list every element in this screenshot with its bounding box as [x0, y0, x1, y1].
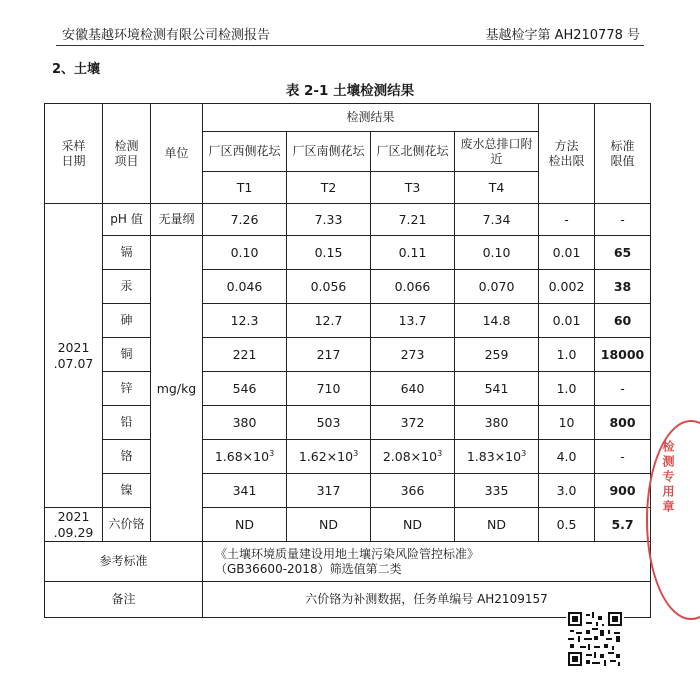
value-cell: 7.34: [455, 204, 539, 236]
table-row: [45, 204, 651, 236]
site-code: T2: [287, 172, 371, 204]
value-cell: 546: [203, 372, 287, 406]
value-cell: 317: [287, 474, 371, 508]
method-limit-cell: 0.01: [539, 236, 595, 270]
value-cell: 640: [371, 372, 455, 406]
method-limit-cell: 0.5: [539, 508, 595, 542]
col-sampling-date: 采样 日期: [45, 104, 103, 204]
site-code: T1: [203, 172, 287, 204]
value-cell: 7.26: [203, 204, 287, 236]
value-cell: 217: [287, 338, 371, 372]
item-cell: 镍: [103, 474, 151, 508]
table-row: [45, 372, 651, 406]
value-cell: 366: [371, 474, 455, 508]
item-cell: 砷: [103, 304, 151, 338]
value-cell: 341: [203, 474, 287, 508]
col-unit: 单位: [151, 104, 203, 204]
site-name: 厂区北侧花坛: [371, 132, 455, 172]
value-cell: 0.15: [287, 236, 371, 270]
method-limit-cell: 4.0: [539, 440, 595, 474]
value-cell: 335: [455, 474, 539, 508]
item-cell: 锌: [103, 372, 151, 406]
value-cell: 13.7: [371, 304, 455, 338]
site-name: 厂区南侧花坛: [287, 132, 371, 172]
value-cell: ND: [455, 508, 539, 542]
value-cell: $1.68\times 10^3$: [203, 440, 287, 474]
value-cell: 7.33: [287, 204, 371, 236]
sampling-date-cell: 2021 .07.07: [45, 204, 103, 508]
method-limit-cell: 1.0: [539, 372, 595, 406]
seal-stamp-text: 检测专用章: [661, 440, 675, 515]
col-item: 检测 项目: [103, 104, 151, 204]
item-cell: 汞: [103, 270, 151, 304]
value-cell: 12.7: [287, 304, 371, 338]
value-cell: 273: [371, 338, 455, 372]
method-limit-cell: -: [539, 204, 595, 236]
value-cell: 0.056: [287, 270, 371, 304]
site-code: T3: [371, 172, 455, 204]
item-cell: 铅: [103, 406, 151, 440]
item-cell: 铬: [103, 440, 151, 474]
remarks-row: [45, 582, 651, 618]
value-cell: 0.11: [371, 236, 455, 270]
reference-row: [45, 542, 651, 582]
value-cell: $1.83\times 10^3$: [455, 440, 539, 474]
value-cell: 541: [455, 372, 539, 406]
site-name: 废水总排口附近: [455, 132, 539, 172]
table-row: [45, 406, 651, 440]
standard-limit-cell: -: [595, 204, 651, 236]
standard-limit-cell: 18000: [595, 338, 651, 372]
standard-limit-cell: 38: [595, 270, 651, 304]
value-cell: 0.10: [455, 236, 539, 270]
value-cell: 0.070: [455, 270, 539, 304]
soil-results-table: [44, 103, 651, 618]
item-cell: 镉: [103, 236, 151, 270]
value-cell: ND: [287, 508, 371, 542]
value-cell: $2.08\times 10^3$: [371, 440, 455, 474]
sampling-date-cell: 2021 .09.29: [45, 508, 103, 542]
value-cell: 0.046: [203, 270, 287, 304]
standard-limit-cell: -: [595, 440, 651, 474]
value-cell: 14.8: [455, 304, 539, 338]
value-cell: 221: [203, 338, 287, 372]
value-cell: 0.10: [203, 236, 287, 270]
table-row: [45, 236, 651, 270]
standard-limit-cell: 65: [595, 236, 651, 270]
report-number: 基越检字第 AH210778 号: [485, 28, 640, 43]
value-cell: 12.3: [203, 304, 287, 338]
report-company-title: 安徽基越环境检测有限公司检测报告: [62, 28, 271, 43]
standard-limit-cell: 800: [595, 406, 651, 440]
table-row: [45, 440, 651, 474]
col-method-limit: 方法 检出限: [539, 104, 595, 204]
value-cell: $1.62\times 10^3$: [287, 440, 371, 474]
value-cell: 7.21: [371, 204, 455, 236]
value-cell: 259: [455, 338, 539, 372]
value-cell: 710: [287, 372, 371, 406]
item-cell: 六价铬: [103, 508, 151, 542]
value-cell: 380: [203, 406, 287, 440]
method-limit-cell: 3.0: [539, 474, 595, 508]
method-limit-cell: 1.0: [539, 338, 595, 372]
value-cell: 0.066: [371, 270, 455, 304]
value-cell: 380: [455, 406, 539, 440]
method-limit-cell: 0.002: [539, 270, 595, 304]
item-cell: pH 值: [103, 204, 151, 236]
standard-limit-cell: 5.7: [595, 508, 651, 542]
value-cell: ND: [203, 508, 287, 542]
value-cell: 372: [371, 406, 455, 440]
unit-cell: 无量纲: [151, 204, 203, 236]
method-limit-cell: 0.01: [539, 304, 595, 338]
section-title: 2、土壤: [52, 62, 101, 77]
header-divider: [56, 45, 644, 46]
standard-limit-cell: -: [595, 372, 651, 406]
reference-text: 《土壤环境质量建设用地土壤污染风险管控标准》 （GB36600-2018）筛选值第二类: [203, 542, 651, 582]
remarks-text: 六价铬为补测数据，任务单编号 AH2109157: [203, 582, 651, 618]
table-row: [45, 338, 651, 372]
table-row: [45, 270, 651, 304]
standard-limit-cell: 900: [595, 474, 651, 508]
qr-code-icon: [566, 610, 624, 668]
table-row: [45, 474, 651, 508]
site-code: T4: [455, 172, 539, 204]
method-limit-cell: 10: [539, 406, 595, 440]
table-title: 表 2-1 土壤检测结果: [285, 83, 415, 99]
item-cell: 铜: [103, 338, 151, 372]
site-name: 厂区西侧花坛: [203, 132, 287, 172]
reference-label: 参考标准: [45, 542, 203, 582]
table-row: [45, 304, 651, 338]
col-results: 检测结果: [203, 104, 539, 132]
value-cell: ND: [371, 508, 455, 542]
unit-cell: mg/kg: [151, 236, 203, 542]
standard-limit-cell: 60: [595, 304, 651, 338]
remarks-label: 备注: [45, 582, 203, 618]
col-standard-limit: 标准 限值: [595, 104, 651, 204]
table-row: [45, 508, 651, 542]
value-cell: 503: [287, 406, 371, 440]
